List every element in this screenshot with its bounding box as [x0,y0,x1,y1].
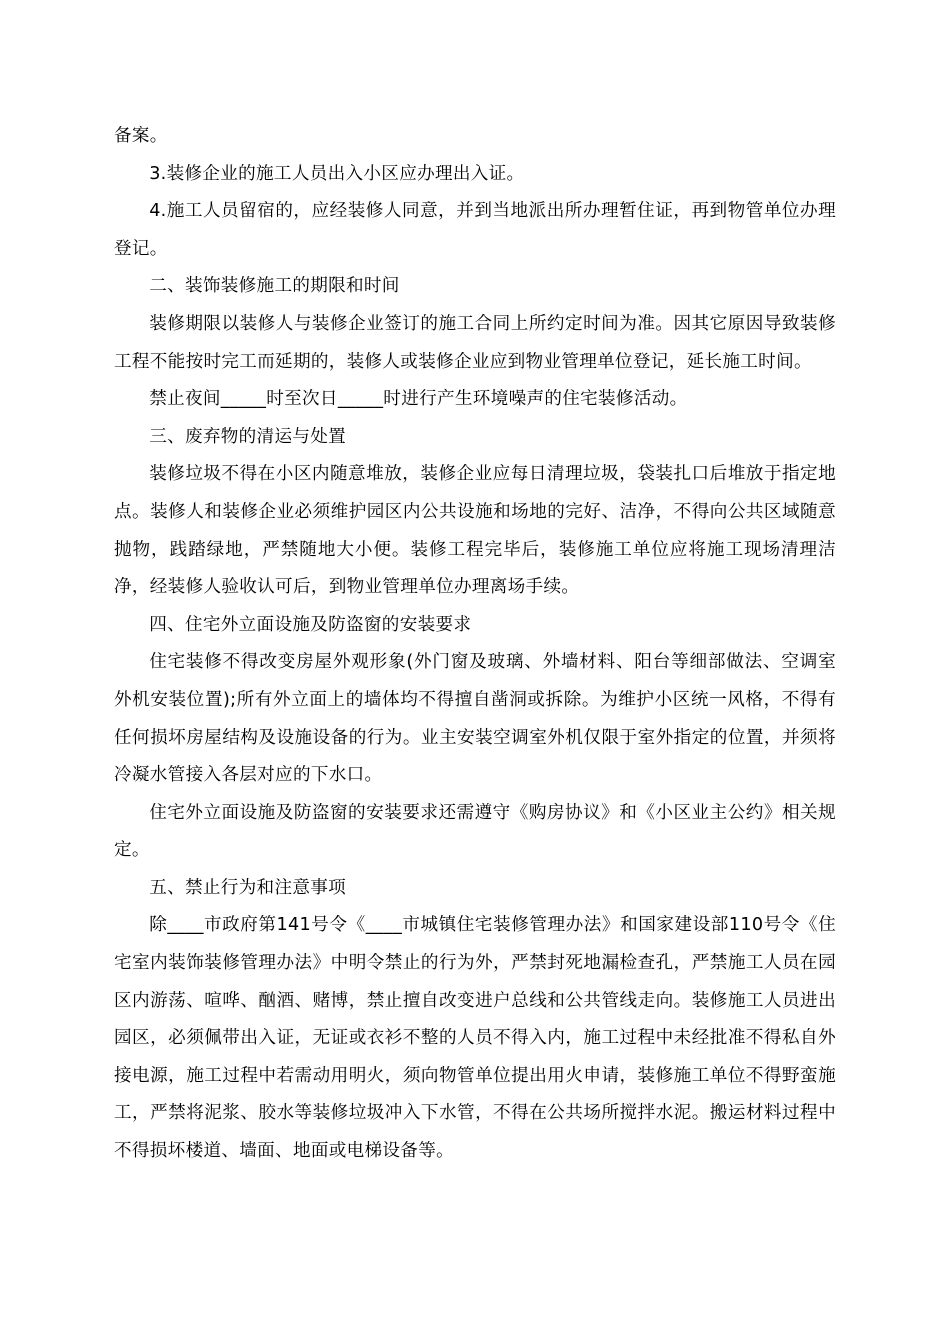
section-heading: 三、废弃物的清运与处置 [149,426,347,447]
paragraph: 禁止夜间_____时至次日_____时进行产生环境噪声的住宅装修活动。 [149,389,688,410]
paragraph: 住宅外立面设施及防盗窗的安装要求还需遵守《购房协议》和《小区业主公约》相关规定。 [114,802,836,861]
paragraph: 住宅装修不得改变房屋外观形象(外门窗及玻璃、外墙材料、阳台等细部做法、空调室外机安装位置);所有外立面上的墙体均不得擅自凿洞或拆除。为维护小区统一风格，不得有任何损坏房屋结构及设施设备的行为。业主安装空调室外机仅限于室外指定的位置，并须将冷凝水管接入各层对应的下水口。 [114,652,836,786]
paragraph: 4.施工人员留宿的，应经装修人同意，并到当地派出所办理暂住证，再到物管单位办理登记。 [114,201,836,259]
paragraph: 备案。 [114,126,168,146]
paragraph: 除____市政府第141号令《____市城镇住宅装修管理办法》和国家建设部110号令《住宅室内装饰装修管理办法》中明令禁止的行为外，严禁封死地漏检查孔，严禁施工人员在园区内游荡、喧哗、酗酒、赌博，禁止擅自改变进户总线和公共管线走向。装修施工人员进出园区，必须佩带出入证，无证或衣衫不整的人员不得入内，施工过程中未经批准不得私自外接电源，施工过程中若需动用明火，须向物管单位提出用火申请，装修施工单位不得野蛮施工，严禁将泥浆、胶水等装修垃圾冲入下水管，不得在公共场所搅拌水泥。搬运材料过程中不得损坏楼道、墙面、地面或电梯设备等。 [114,915,836,1162]
section-heading: 四、住宅外立面设施及防盗窗的安装要求 [149,614,472,635]
section-heading: 五、禁止行为和注意事项 [149,877,347,898]
paragraph: 装修期限以装修人与装修企业签订的施工合同上所约定时间为准。因其它原因导致装修工程不能按时完工而延期的，装修人或装修企业应到物业管理单位登记，延长施工时间。 [114,313,836,372]
paragraph: 3.装修企业的施工人员出入小区应办理出入证。 [149,163,525,184]
document-body [114,118,836,1171]
paragraph: 装修垃圾不得在小区内随意堆放，装修企业应每日清理垃圾，袋装扎口后堆放于指定地点。装修人和装修企业必须维护园区内公共设施和场地的完好、洁净，不得向公共区域随意抛物，践踏绿地，严禁随地大小便。装修工程完毕后，装修施工单位应将施工现场清理洁净，经装修人验收认可后，到物业管理单位办理离场手续。 [114,464,836,598]
section-heading: 二、装饰装修施工的期限和时间 [149,276,400,297]
